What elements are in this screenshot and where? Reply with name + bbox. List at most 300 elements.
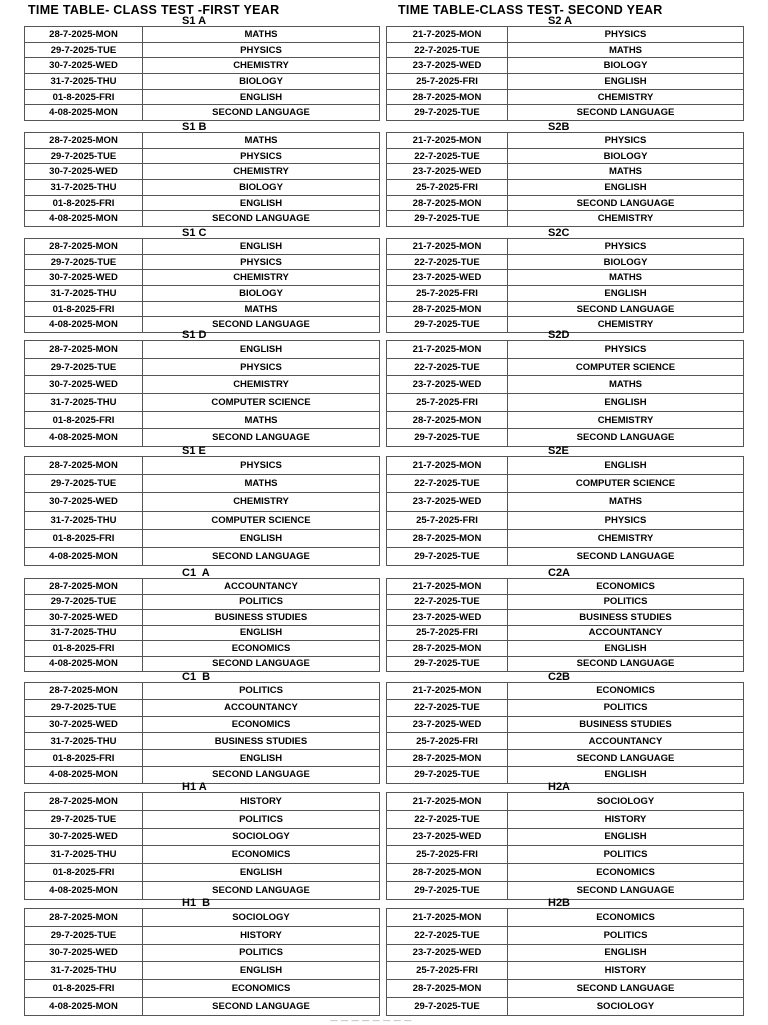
section-table [386, 340, 744, 447]
date-cell: 29-7-2025-TUE [25, 475, 143, 493]
table-row [387, 962, 744, 980]
section-label: C1 B [182, 671, 211, 683]
subject-cell: POLITICS [508, 926, 744, 944]
date-cell: 29-7-2025-TUE [25, 926, 143, 944]
subject-cell: MATHS [143, 475, 380, 493]
date-cell: 28-7-2025-MON [387, 89, 508, 105]
table-row [25, 810, 380, 828]
subject-cell: SECOND LANGUAGE [143, 656, 380, 672]
date-cell: 28-7-2025-MON [387, 301, 508, 317]
subject-cell: SECOND LANGUAGE [508, 547, 744, 565]
table-row [25, 180, 380, 196]
section-label: S2D [548, 329, 570, 341]
section-table [24, 340, 380, 447]
subject-cell: CHEMISTRY [508, 411, 744, 429]
date-cell: 28-7-2025-MON [25, 133, 143, 149]
subject-cell: HISTORY [143, 793, 380, 811]
date-cell: 28-7-2025-MON [387, 641, 508, 657]
subject-cell: ENGLISH [508, 180, 744, 196]
subject-cell: CHEMISTRY [508, 89, 744, 105]
date-cell: 29-7-2025-TUE [387, 656, 508, 672]
section-table [386, 792, 744, 900]
subject-cell: CHEMISTRY [143, 270, 380, 286]
section-table [24, 578, 380, 672]
date-cell: 30-7-2025-WED [25, 164, 143, 180]
section-label: C1 A [182, 567, 210, 579]
table-row [387, 58, 744, 74]
table-row [25, 750, 380, 767]
subject-cell: POLITICS [143, 683, 380, 700]
subject-cell: ENGLISH [143, 962, 380, 980]
subject-cell: PHYSICS [508, 27, 744, 43]
date-cell: 31-7-2025-THU [25, 733, 143, 750]
table-row [25, 105, 380, 121]
subject-cell: ECONOMICS [143, 846, 380, 864]
second-year-title: TIME TABLE-CLASS TEST- SECOND YEAR [398, 3, 663, 17]
date-cell: 4-08-2025-MON [25, 547, 143, 565]
section-label: S2C [548, 227, 570, 239]
date-cell: 01-8-2025-FRI [25, 411, 143, 429]
table-row [25, 656, 380, 672]
table-row [25, 493, 380, 511]
date-cell: 01-8-2025-FRI [25, 195, 143, 211]
table-row [25, 529, 380, 547]
table-row [25, 594, 380, 610]
subject-cell: ENGLISH [508, 641, 744, 657]
timetable-section [386, 122, 744, 226]
section-table [24, 26, 380, 121]
table-row [387, 180, 744, 196]
subject-cell: ENGLISH [508, 286, 744, 302]
subject-cell: BUSINESS STUDIES [508, 610, 744, 626]
date-cell: 29-7-2025-TUE [387, 547, 508, 565]
table-row [25, 457, 380, 475]
subject-cell: SECOND LANGUAGE [143, 547, 380, 565]
table-row [387, 105, 744, 121]
table-row [387, 980, 744, 998]
date-cell: 29-7-2025-TUE [387, 881, 508, 899]
first-year-title: TIME TABLE- CLASS TEST -FIRST YEAR [28, 3, 280, 17]
table-row [25, 42, 380, 58]
table-row [25, 610, 380, 626]
subject-cell: SOCIOLOGY [143, 909, 380, 927]
subject-cell: SECOND LANGUAGE [508, 301, 744, 317]
date-cell: 30-7-2025-WED [25, 493, 143, 511]
subject-cell: ENGLISH [143, 864, 380, 882]
table-row [25, 394, 380, 412]
table-row [25, 27, 380, 43]
subject-cell: SECOND LANGUAGE [508, 429, 744, 447]
subject-cell: ECONOMICS [143, 980, 380, 998]
timetable-section [386, 672, 744, 783]
table-row [25, 195, 380, 211]
date-cell: 28-7-2025-MON [387, 529, 508, 547]
section-table [24, 792, 380, 900]
timetable-section [24, 568, 380, 671]
timetable-section [24, 228, 380, 332]
date-cell: 23-7-2025-WED [387, 270, 508, 286]
table-row [387, 828, 744, 846]
timetable-section [386, 228, 744, 332]
subject-cell: MATHS [508, 493, 744, 511]
subject-cell: ENGLISH [143, 341, 380, 359]
date-cell: 31-7-2025-THU [25, 286, 143, 302]
subject-cell: SECOND LANGUAGE [143, 766, 380, 783]
date-cell: 23-7-2025-WED [387, 164, 508, 180]
table-row [25, 716, 380, 733]
subject-cell: MATHS [143, 411, 380, 429]
table-row [25, 547, 380, 565]
section-table [386, 238, 744, 333]
table-row [25, 89, 380, 105]
date-cell: 25-7-2025-FRI [387, 846, 508, 864]
date-cell: 21-7-2025-MON [387, 909, 508, 927]
table-row [387, 716, 744, 733]
table-row [25, 793, 380, 811]
date-cell: 23-7-2025-WED [387, 828, 508, 846]
subject-cell: MATHS [508, 42, 744, 58]
subject-cell: PHYSICS [508, 341, 744, 359]
date-cell: 31-7-2025-THU [25, 180, 143, 196]
subject-cell: PHYSICS [143, 457, 380, 475]
table-row [387, 594, 744, 610]
timetable-section [24, 122, 380, 226]
date-cell: 29-7-2025-TUE [387, 211, 508, 227]
table-row [25, 997, 380, 1015]
section-label: H2B [548, 897, 571, 909]
table-row [387, 394, 744, 412]
table-row [25, 926, 380, 944]
subject-cell: POLITICS [143, 810, 380, 828]
date-cell: 21-7-2025-MON [387, 133, 508, 149]
subject-cell: HISTORY [143, 926, 380, 944]
subject-cell: ENGLISH [143, 195, 380, 211]
table-row [387, 810, 744, 828]
date-cell: 28-7-2025-MON [25, 457, 143, 475]
date-cell: 4-08-2025-MON [25, 429, 143, 447]
subject-cell: SOCIOLOGY [143, 828, 380, 846]
table-row [25, 211, 380, 227]
date-cell: 23-7-2025-WED [387, 58, 508, 74]
subject-cell: ACCOUNTANCY [143, 579, 380, 595]
date-cell: 22-7-2025-TUE [387, 358, 508, 376]
date-cell: 25-7-2025-FRI [387, 394, 508, 412]
subject-cell: ECONOMICS [508, 864, 744, 882]
subject-cell: SECOND LANGUAGE [143, 881, 380, 899]
date-cell: 25-7-2025-FRI [387, 511, 508, 529]
date-cell: 01-8-2025-FRI [25, 301, 143, 317]
subject-cell: MATHS [508, 270, 744, 286]
section-label: H2A [548, 781, 571, 793]
date-cell: 31-7-2025-THU [25, 511, 143, 529]
date-cell: 29-7-2025-TUE [387, 429, 508, 447]
timetable-section [386, 330, 744, 446]
date-cell: 28-7-2025-MON [387, 750, 508, 767]
date-cell: 21-7-2025-MON [387, 341, 508, 359]
table-row [25, 133, 380, 149]
date-cell: 28-7-2025-MON [25, 683, 143, 700]
date-cell: 21-7-2025-MON [387, 239, 508, 255]
table-row [25, 683, 380, 700]
table-row [25, 254, 380, 270]
table-row [25, 846, 380, 864]
date-cell: 22-7-2025-TUE [387, 148, 508, 164]
date-cell: 30-7-2025-WED [25, 944, 143, 962]
table-row [25, 828, 380, 846]
date-cell: 29-7-2025-TUE [25, 594, 143, 610]
subject-cell: MATHS [508, 376, 744, 394]
date-cell: 23-7-2025-WED [387, 944, 508, 962]
subject-cell: PHYSICS [508, 239, 744, 255]
subject-cell: SECOND LANGUAGE [508, 105, 744, 121]
subject-cell: ECONOMICS [508, 579, 744, 595]
subject-cell: ACCOUNTANCY [143, 699, 380, 716]
table-row [387, 254, 744, 270]
date-cell: 4-08-2025-MON [25, 211, 143, 227]
subject-cell: CHEMISTRY [143, 164, 380, 180]
table-row [387, 475, 744, 493]
timetable-section [386, 898, 744, 1015]
table-row [387, 429, 744, 447]
table-row [387, 846, 744, 864]
section-table [386, 908, 744, 1016]
subject-cell: HISTORY [508, 810, 744, 828]
table-row [25, 625, 380, 641]
date-cell: 22-7-2025-TUE [387, 594, 508, 610]
subject-cell: CHEMISTRY [508, 529, 744, 547]
date-cell: 31-7-2025-THU [25, 962, 143, 980]
subject-cell: MATHS [143, 27, 380, 43]
table-row [25, 733, 380, 750]
table-row [387, 864, 744, 882]
table-row [387, 341, 744, 359]
table-row [25, 511, 380, 529]
table-row [387, 733, 744, 750]
timetable-section [386, 568, 744, 671]
table-row [25, 579, 380, 595]
subject-cell: SECOND LANGUAGE [508, 656, 744, 672]
date-cell: 25-7-2025-FRI [387, 733, 508, 750]
table-row [25, 58, 380, 74]
table-row [387, 286, 744, 302]
date-cell: 30-7-2025-WED [25, 610, 143, 626]
date-cell: 28-7-2025-MON [387, 195, 508, 211]
date-cell: 29-7-2025-TUE [387, 766, 508, 783]
date-cell: 01-8-2025-FRI [25, 529, 143, 547]
table-row [25, 341, 380, 359]
table-row [387, 133, 744, 149]
timetable-section [386, 782, 744, 899]
section-table [24, 908, 380, 1016]
subject-cell: COMPUTER SCIENCE [143, 394, 380, 412]
section-label: S1 E [182, 445, 206, 457]
date-cell: 21-7-2025-MON [387, 579, 508, 595]
table-row [387, 457, 744, 475]
subject-cell: SECOND LANGUAGE [143, 211, 380, 227]
subject-cell: PHYSICS [143, 148, 380, 164]
section-table [386, 26, 744, 121]
date-cell: 25-7-2025-FRI [387, 625, 508, 641]
date-cell: 30-7-2025-WED [25, 828, 143, 846]
date-cell: 28-7-2025-MON [387, 980, 508, 998]
subject-cell: BIOLOGY [508, 58, 744, 74]
date-cell: 29-7-2025-TUE [25, 254, 143, 270]
date-cell: 21-7-2025-MON [387, 457, 508, 475]
subject-cell: SECOND LANGUAGE [508, 980, 744, 998]
table-row [25, 239, 380, 255]
subject-cell: SECOND LANGUAGE [508, 195, 744, 211]
subject-cell: CHEMISTRY [508, 211, 744, 227]
subject-cell: CHEMISTRY [143, 376, 380, 394]
subject-cell: BUSINESS STUDIES [143, 733, 380, 750]
subject-cell: SECOND LANGUAGE [508, 750, 744, 767]
section-table [386, 682, 744, 784]
section-label: S1 D [182, 329, 207, 341]
table-row [25, 980, 380, 998]
table-row [387, 683, 744, 700]
table-row [25, 429, 380, 447]
table-row [387, 74, 744, 90]
timetable-section [24, 898, 380, 1015]
table-row [25, 641, 380, 657]
date-cell: 28-7-2025-MON [25, 793, 143, 811]
table-row [25, 358, 380, 376]
date-cell: 4-08-2025-MON [25, 881, 143, 899]
table-row [25, 411, 380, 429]
footer-mark: — — — — — — — — [330, 1016, 412, 1025]
subject-cell: BIOLOGY [143, 74, 380, 90]
subject-cell: BIOLOGY [508, 148, 744, 164]
table-row [25, 944, 380, 962]
table-row [387, 529, 744, 547]
subject-cell: BUSINESS STUDIES [143, 610, 380, 626]
table-row [387, 656, 744, 672]
subject-cell: BUSINESS STUDIES [508, 716, 744, 733]
date-cell: 29-7-2025-TUE [387, 105, 508, 121]
table-row [387, 511, 744, 529]
subject-cell: ENGLISH [143, 750, 380, 767]
section-table [386, 578, 744, 672]
date-cell: 22-7-2025-TUE [387, 926, 508, 944]
subject-cell: SECOND LANGUAGE [143, 997, 380, 1015]
timetable-section [24, 16, 380, 120]
subject-cell: ENGLISH [508, 394, 744, 412]
date-cell: 23-7-2025-WED [387, 493, 508, 511]
date-cell: 22-7-2025-TUE [387, 254, 508, 270]
date-cell: 29-7-2025-TUE [25, 810, 143, 828]
timetable-section [24, 446, 380, 565]
subject-cell: PHYSICS [508, 133, 744, 149]
date-cell: 21-7-2025-MON [387, 27, 508, 43]
date-cell: 29-7-2025-TUE [387, 997, 508, 1015]
section-label: S1 B [182, 121, 207, 133]
table-row [387, 148, 744, 164]
table-row [387, 493, 744, 511]
date-cell: 4-08-2025-MON [25, 656, 143, 672]
subject-cell: PHYSICS [508, 511, 744, 529]
date-cell: 22-7-2025-TUE [387, 810, 508, 828]
table-row [387, 750, 744, 767]
date-cell: 29-7-2025-TUE [25, 699, 143, 716]
table-row [387, 411, 744, 429]
subject-cell: SECOND LANGUAGE [508, 881, 744, 899]
subject-cell: ENGLISH [508, 766, 744, 783]
table-row [387, 376, 744, 394]
section-table [24, 238, 380, 333]
section-table [386, 132, 744, 227]
subject-cell: PHYSICS [143, 254, 380, 270]
subject-cell: POLITICS [508, 699, 744, 716]
date-cell: 23-7-2025-WED [387, 716, 508, 733]
date-cell: 4-08-2025-MON [25, 105, 143, 121]
date-cell: 25-7-2025-FRI [387, 74, 508, 90]
date-cell: 31-7-2025-THU [25, 394, 143, 412]
date-cell: 28-7-2025-MON [25, 579, 143, 595]
section-label: S2B [548, 121, 570, 133]
table-row [25, 286, 380, 302]
date-cell: 4-08-2025-MON [25, 766, 143, 783]
section-label: C2A [548, 567, 571, 579]
table-row [387, 239, 744, 255]
subject-cell: MATHS [508, 164, 744, 180]
table-row [387, 358, 744, 376]
table-row [25, 164, 380, 180]
table-row [25, 962, 380, 980]
table-row [387, 909, 744, 927]
subject-cell: CHEMISTRY [143, 58, 380, 74]
date-cell: 29-7-2025-TUE [25, 358, 143, 376]
table-row [387, 211, 744, 227]
date-cell: 29-7-2025-TUE [25, 148, 143, 164]
date-cell: 21-7-2025-MON [387, 793, 508, 811]
date-cell: 29-7-2025-TUE [387, 317, 508, 333]
date-cell: 28-7-2025-MON [25, 27, 143, 43]
date-cell: 28-7-2025-MON [387, 864, 508, 882]
subject-cell: BIOLOGY [143, 286, 380, 302]
date-cell: 31-7-2025-THU [25, 74, 143, 90]
section-label: H1 B [182, 897, 211, 909]
date-cell: 23-7-2025-WED [387, 610, 508, 626]
table-row [387, 641, 744, 657]
date-cell: 01-8-2025-FRI [25, 864, 143, 882]
table-row [387, 579, 744, 595]
section-table [386, 456, 744, 566]
section-label: C2B [548, 671, 571, 683]
date-cell: 28-7-2025-MON [25, 341, 143, 359]
subject-cell: PHYSICS [143, 42, 380, 58]
table-row [25, 301, 380, 317]
table-row [387, 547, 744, 565]
subject-cell: POLITICS [508, 846, 744, 864]
table-row [387, 793, 744, 811]
date-cell: 31-7-2025-THU [25, 625, 143, 641]
date-cell: 30-7-2025-WED [25, 58, 143, 74]
subject-cell: CHEMISTRY [508, 317, 744, 333]
table-row [387, 89, 744, 105]
subject-cell: ENGLISH [143, 529, 380, 547]
subject-cell: SECOND LANGUAGE [143, 429, 380, 447]
section-label: S1 C [182, 227, 207, 239]
subject-cell: ENGLISH [508, 944, 744, 962]
date-cell: 30-7-2025-WED [25, 270, 143, 286]
date-cell: 30-7-2025-WED [25, 716, 143, 733]
date-cell: 4-08-2025-MON [25, 997, 143, 1015]
subject-cell: POLITICS [143, 594, 380, 610]
subject-cell: ENGLISH [508, 828, 744, 846]
table-row [25, 270, 380, 286]
date-cell: 01-8-2025-FRI [25, 89, 143, 105]
section-label: S1 A [182, 15, 207, 27]
